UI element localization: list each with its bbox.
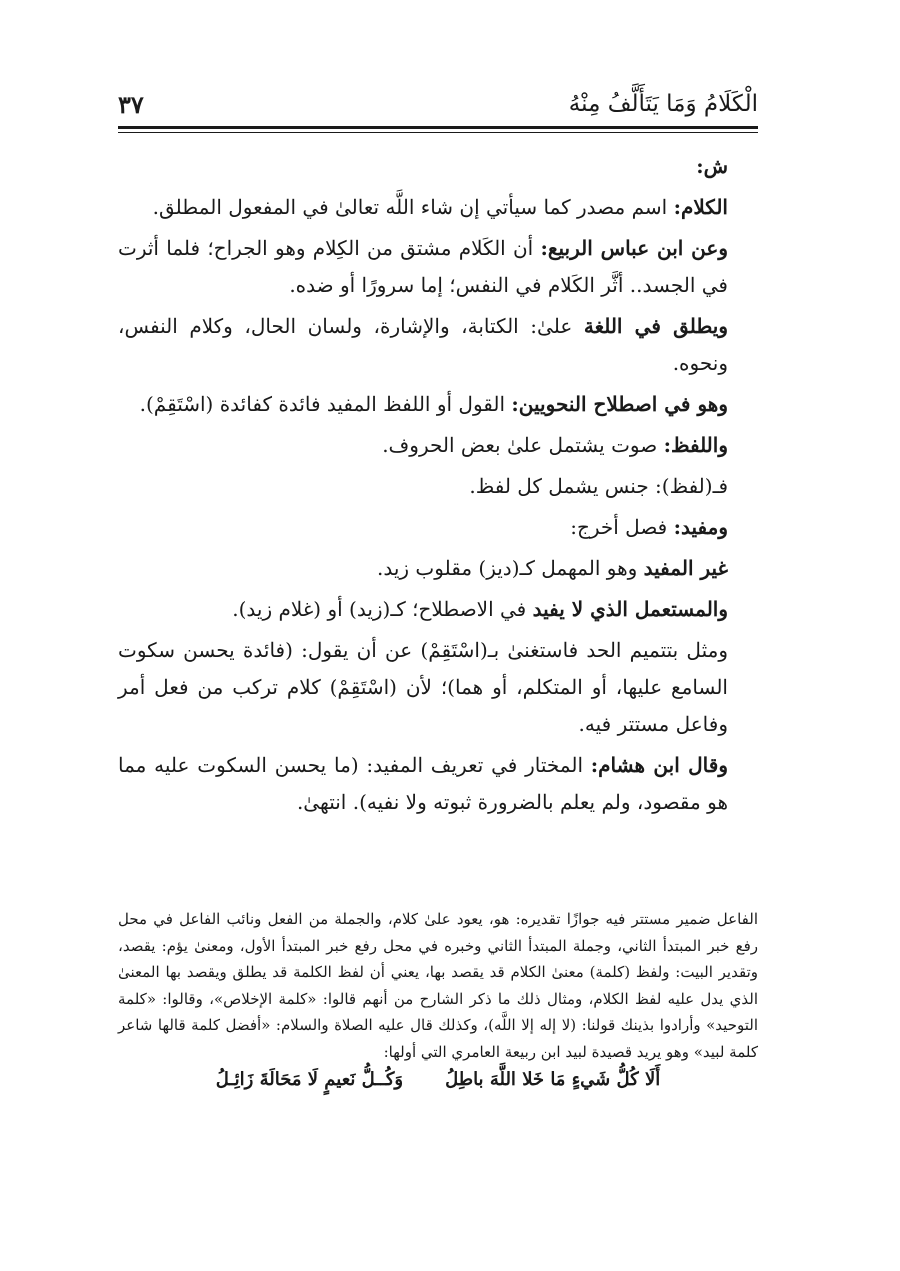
main-text: [118, 148, 758, 825]
term: غير المفيد: [643, 556, 728, 580]
term: واللفظ:: [663, 433, 728, 457]
header-rule-thin: [118, 132, 758, 133]
page-number: ٣٧: [118, 89, 144, 119]
paragraph: والمستعمل الذي لا يفيد في الاصطلاح؛ كـ(زيد) أو (غلام زيد).: [232, 597, 728, 621]
footnotes: [118, 906, 758, 1094]
term: وعن ابن عباس الربيع:: [540, 236, 728, 260]
running-header: [118, 84, 758, 124]
term: ويطلق في اللغة: [583, 314, 728, 338]
header-rule-thick: [118, 126, 758, 129]
term: والمستعمل الذي لا يفيد: [532, 597, 728, 621]
paragraph: ويطلق في اللغة علىٰ: الكتابة، والإشارة، ولسان الحال، وكلام النفس، ونحوه.: [118, 314, 728, 375]
paragraph: وقال ابن هشام: المختار في تعريف المفيد: (ما يحسن السكوت عليه مما هو مقصود، ولم يعلم بالضرورة ثبوته ولا نفيه). انتهىٰ.: [118, 753, 728, 814]
term: وهو في اصطلاح النحويين:: [511, 392, 728, 416]
paragraph: ومثل بتتميم الحد فاستغنىٰ بـ(اسْتَقِمْ) عن أن يقول: (فائدة يحسن سكوت السامع عليها، أو المتكلم، أو هما)؛ لأن (اسْتَقِمْ) كلام تركب من فعل أمر وفاعل مستتر فيه.: [118, 638, 728, 736]
paragraph: وهو في اصطلاح النحويين: القول أو اللفظ المفيد فائدة كفائدة (اسْتَقِمْ).: [139, 392, 728, 416]
term: ومفيد:: [673, 515, 728, 539]
term: وقال ابن هشام:: [590, 753, 728, 777]
footnote-text: الفاعل ضمير مستتر فيه جوازًا تقديره: هو، يعود علىٰ كلام، والجملة من الفعل ونائب الفاعل في محل رفع خبر المبتدأ الثاني، وجملة المبتدأ الثاني وخبره في محل رفع خبر المبتدأ الأول، ومعنىٰ يؤم: يقصد، وتقدير البيت: ولفظ (كلمة) معنىٰ الكلام قد يقصد بها، يعني أن لفظ الكلمة قد يطلق ويقصد بها المعنىٰ الذي يدل عليه لفظ الكلام، ومثال ذلك ما ذكر الشارح من أنهم قالوا: «كلمة الإخلاص»، وقالوا: «كلمة التوحيد» وأرادوا بذينك قولنا: (لا إله إلا اللَّه)، وكذلك قال عليه الصلاة والسلام: «أفضل كلمة قالها شاعر كلمة لبيد» وهو يريد قصيدة لبيد ابن ربيعة العامري التي أولها:: [118, 910, 758, 1061]
paragraph: فـ(لفظ): جنس يشمل كل لفظ.: [469, 474, 728, 498]
verse-first-hemistich: أَلَا كُلُّ شَيءٍ مَا خَلا اللَّهَ باطِلُ: [445, 1069, 661, 1090]
sh-marker: ش:: [696, 154, 728, 178]
verse-second-hemistich: وَكُــلُّ نَعيمٍ لَا مَحَالَةَ زَائِـلُ: [215, 1069, 404, 1090]
running-title: الْكَلَامُ وَمَا يَتَأَلَّفُ مِنْهُ: [568, 91, 758, 117]
term: الكلام:: [673, 195, 728, 219]
paragraph: واللفظ: صوت يشتمل علىٰ بعض الحروف.: [382, 433, 728, 457]
paragraph: ومفيد: فصل أخرج:: [570, 515, 728, 539]
poem-verse: [118, 1067, 758, 1094]
paragraph: غير المفيد وهو المهمل كـ(ديز) مقلوب زيد.: [376, 556, 728, 580]
paragraph: الكلام: اسم مصدر كما سيأتي إن شاء اللَّه تعالىٰ في المفعول المطلق.: [152, 195, 728, 219]
paragraph: وعن ابن عباس الربيع: أن الكَلام مشتق من الكِلام وهو الجراح؛ فلما أثرت في الجسد.. أثَّر الكَلام في النفس؛ إما سرورًا أو ضده.: [118, 236, 728, 297]
